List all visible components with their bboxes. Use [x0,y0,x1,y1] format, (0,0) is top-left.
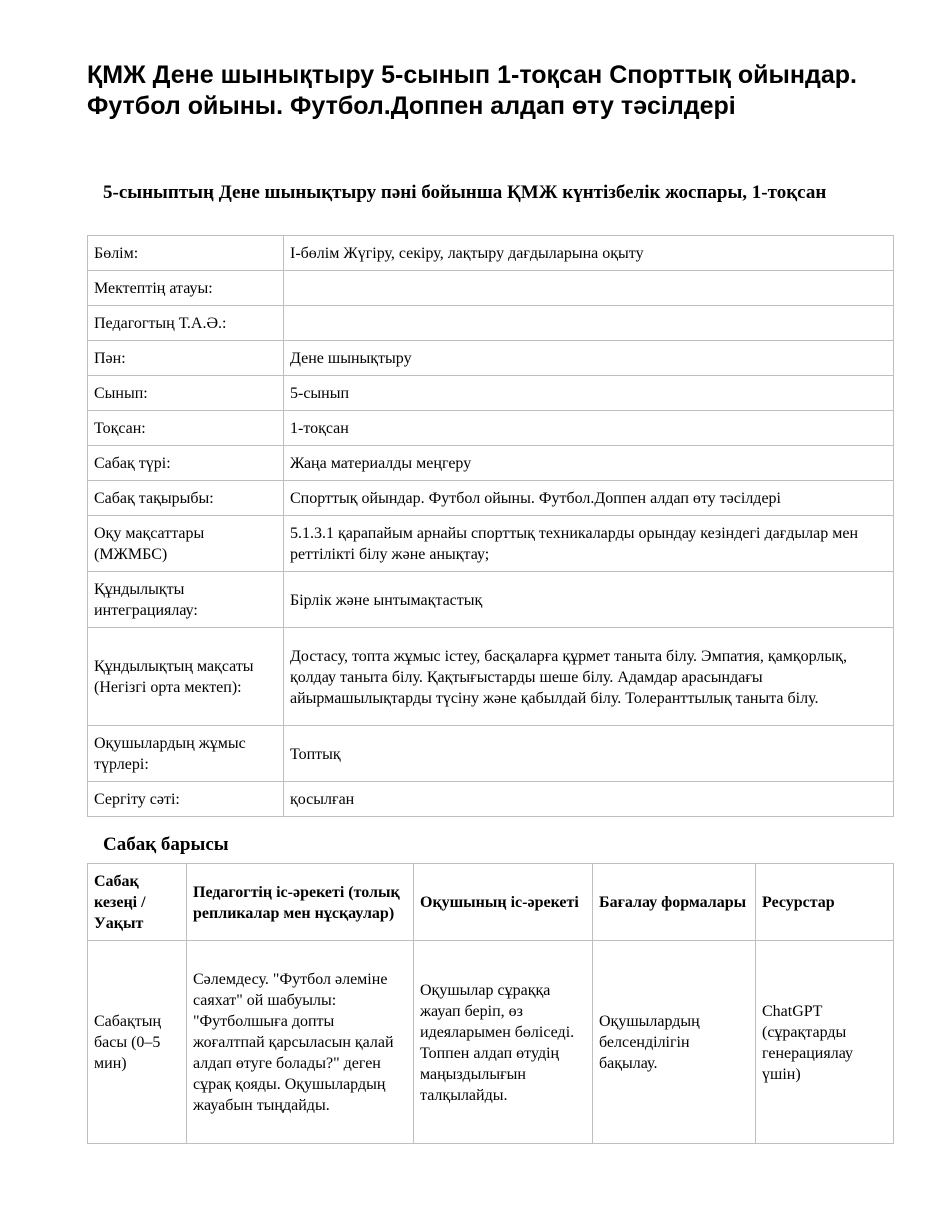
lesson-info-table [87,235,894,817]
column-header-student: Оқушының іс-әрекеті [414,864,593,941]
table-row [88,782,894,817]
info-key: Құндылықты интеграциялау: [88,572,284,628]
cell-resources: ChatGPT (сұрақтарды генерациялау үшін) [756,941,894,1144]
table-row [88,628,894,726]
info-key: Сабақ түрі: [88,446,284,481]
table-row [88,271,894,306]
column-header-assessment: Бағалау формалары [593,864,756,941]
table-row [88,411,894,446]
table-row [88,446,894,481]
info-key: Педагогтың Т.А.Ә.: [88,306,284,341]
info-key: Құндылықтың мақсаты (Негізгі орта мектеп): [88,628,284,726]
table-row [88,341,894,376]
info-key: Оқу мақсаттары (МЖМБС) [88,516,284,572]
info-key: Бөлім: [88,236,284,271]
info-key: Сабақ тақырыбы: [88,481,284,516]
table-row [88,726,894,782]
info-value: Топтық [284,726,894,782]
info-key: Пән: [88,341,284,376]
info-value: Жаңа материалды меңгеру [284,446,894,481]
cell-teacher: Сәлемдесу. "Футбол әлеміне саяхат" ой шабуылы: "Футболшыға допты жоғалтпай қарсыласын қалай алдап өтуге болады?" деген сұрақ қояды. Оқушылардың жауабын тыңдайды. [187,941,414,1144]
info-value: қосылған [284,782,894,817]
column-header-resources: Ресурстар [756,864,894,941]
table-row [88,516,894,572]
table-row [88,376,894,411]
document-title: ҚМЖ Дене шынықтыру 5-сынып 1-тоқсан Спорттық ойындар. Футбол ойыны. Футбол.Доппен алдап өту тәсілдері [87,61,857,120]
cell-stage: Сабақтың басы (0–5 мин) [88,941,187,1144]
table-row [88,941,894,1144]
info-value: Достасу, топта жұмыс істеу, басқаларға құрмет таныта білу. Эмпатия, қамқорлық, қолдау таныта білу. Қақтығыстарды шеше білу. Адамдар арасындағы айырмашылықтарды түсіну және қабылдай білу. Толеранттылық таныта білу. [284,628,894,726]
info-value: I-бөлім Жүгіру, секіру, лақтыру дағдыларына оқыту [284,236,894,271]
table-row [88,306,894,341]
info-value: Бірлік және ынтымақтастық [284,572,894,628]
cell-assessment: Оқушылардың белсенділігін бақылау. [593,941,756,1144]
table-row [88,481,894,516]
column-header-stage: Сабақ кезеңі / Уақыт [88,864,187,941]
table-row [88,572,894,628]
info-key: Оқушылардың жұмыс түрлері: [88,726,284,782]
info-value: 5.1.3.1 қарапайым арнайы спорттық техникаларды орындау кезіндегі дағдылар мен реттілікті білу және анықтау; [284,516,894,572]
lesson-process-table [87,863,894,1144]
table-header-row [88,864,894,941]
plan-subtitle: 5-сыныптың Дене шынықтыру пәні бойынша ҚМЖ күнтізбелік жоспары, 1-тоқсан [103,182,827,203]
column-header-teacher: Педагогтің іс-әрекеті (толық репликалар мен нұсқаулар) [187,864,414,941]
info-key: Тоқсан: [88,411,284,446]
info-key: Сынып: [88,376,284,411]
info-value [284,306,894,341]
info-value: Спорттық ойындар. Футбол ойыны. Футбол.Доппен алдап өту тәсілдері [284,481,894,516]
info-value: 1-тоқсан [284,411,894,446]
info-value [284,271,894,306]
info-value: 5-сынып [284,376,894,411]
cell-student: Оқушылар сұраққа жауап беріп, өз идеяларымен бөліседі. Топпен алдап өтудің маңыздылығын талқылайды. [414,941,593,1144]
info-key: Сергіту сәті: [88,782,284,817]
info-key: Мектептің атауы: [88,271,284,306]
lesson-progress-heading: Сабақ барысы [103,834,229,855]
table-row [88,236,894,271]
info-value: Дене шынықтыру [284,341,894,376]
